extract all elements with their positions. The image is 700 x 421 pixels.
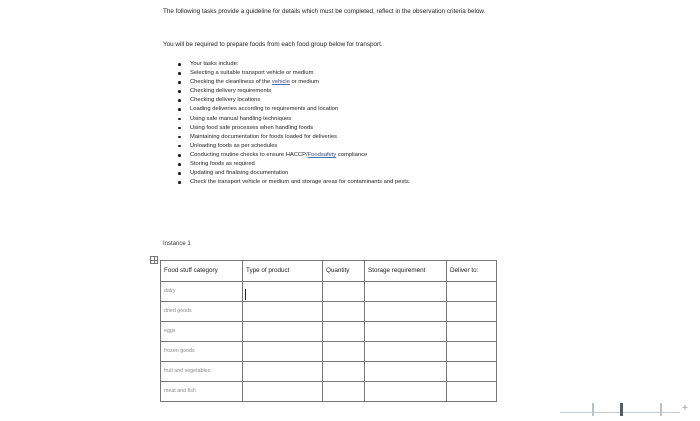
deliver-cell[interactable] xyxy=(447,282,497,302)
header-type-of-product: Type of product xyxy=(243,261,323,282)
storage-cell[interactable] xyxy=(365,362,447,382)
instance-label: Instance 1 xyxy=(163,241,191,247)
task-item: Your tasks include: xyxy=(176,60,410,69)
category-cell: dairy xyxy=(161,282,243,302)
storage-cell[interactable] xyxy=(365,342,447,362)
table-row xyxy=(161,342,497,362)
product-cell[interactable] xyxy=(243,302,323,322)
task-item: Checking delivery locations xyxy=(176,96,410,105)
task-text: compliance xyxy=(336,151,368,158)
product-cell[interactable] xyxy=(243,342,323,362)
task-item: Check the transport vehicle or medium and storage areas for contaminants and pests. xyxy=(176,178,410,187)
product-cell[interactable] xyxy=(243,322,323,342)
task-item: Storing foods as required xyxy=(176,160,410,169)
task-item xyxy=(176,78,410,87)
task-item: Maintaining documentation for foods loaded for deliveries xyxy=(176,133,410,142)
quantity-cell[interactable] xyxy=(323,362,365,382)
storage-cell[interactable] xyxy=(365,382,447,402)
task-item: Updating and finalising documentation xyxy=(176,169,410,178)
quantity-cell[interactable] xyxy=(323,282,365,302)
quantity-cell[interactable] xyxy=(323,382,365,402)
task-item: Using safe manual handling techniques xyxy=(176,115,410,124)
task-item: Loading deliveries according to requirements and location xyxy=(176,105,410,114)
deliver-cell[interactable] xyxy=(447,322,497,342)
horizontal-scrollbar[interactable] xyxy=(560,410,690,415)
storage-cell[interactable] xyxy=(365,322,447,342)
category-cell: meat and fish xyxy=(161,382,243,402)
category-cell: dried goods xyxy=(161,302,243,322)
table-move-handle-icon[interactable] xyxy=(150,256,158,264)
food-table xyxy=(160,260,497,402)
product-cell[interactable] xyxy=(243,282,323,302)
table-header-row xyxy=(161,261,497,282)
scroll-thumb[interactable] xyxy=(620,403,623,416)
table-row xyxy=(161,382,497,402)
category-cell: frozen goods xyxy=(161,342,243,362)
plus-icon[interactable]: + xyxy=(682,403,688,414)
table-row xyxy=(161,322,497,342)
scroll-marker-icon xyxy=(592,403,594,416)
product-cell[interactable] xyxy=(243,362,323,382)
task-text: or medium xyxy=(289,79,319,86)
intro-text: The following tasks provide a guideline for details which must be completed, reflect in the observation criteria below. xyxy=(163,8,486,15)
header-storage-requirement: Storage requirement xyxy=(365,261,447,282)
prep-instruction: You will be required to prepare foods from each food group below for transport. xyxy=(163,41,383,48)
header-food-category: Food stuff category xyxy=(161,261,243,282)
deliver-cell[interactable] xyxy=(447,342,497,362)
scroll-marker-icon xyxy=(660,403,662,416)
category-cell: eggs xyxy=(161,322,243,342)
quantity-cell[interactable] xyxy=(323,322,365,342)
deliver-cell[interactable] xyxy=(447,382,497,402)
category-cell: fruit and vegetables xyxy=(161,362,243,382)
table-row xyxy=(161,282,497,302)
table-row xyxy=(161,362,497,382)
text-cursor xyxy=(245,289,246,300)
product-cell[interactable] xyxy=(243,382,323,402)
task-text: Conducting routine checks to ensure HACCP/ xyxy=(190,151,308,158)
header-deliver-to: Deliver to: xyxy=(447,261,497,282)
task-item: Using food safe processes when handling foods xyxy=(176,124,410,133)
storage-cell[interactable] xyxy=(365,282,447,302)
task-underlined-word: Foodsafety xyxy=(307,151,337,158)
deliver-cell[interactable] xyxy=(447,362,497,382)
task-item: Selecting a suitable transport vehicle or medium xyxy=(176,69,410,78)
task-text: Checking the cleanliness of the xyxy=(190,79,272,86)
task-item xyxy=(176,151,410,160)
task-list xyxy=(176,60,410,187)
storage-cell[interactable] xyxy=(365,302,447,322)
table-row xyxy=(161,302,497,322)
task-item: Unloading foods as per schedules xyxy=(176,142,410,151)
quantity-cell[interactable] xyxy=(323,342,365,362)
task-underlined-word: vehicle xyxy=(271,79,290,86)
deliver-cell[interactable] xyxy=(447,302,497,322)
task-item: Checking delivery requirements xyxy=(176,87,410,96)
quantity-cell[interactable] xyxy=(323,302,365,322)
header-quantity: Quantity xyxy=(323,261,365,282)
